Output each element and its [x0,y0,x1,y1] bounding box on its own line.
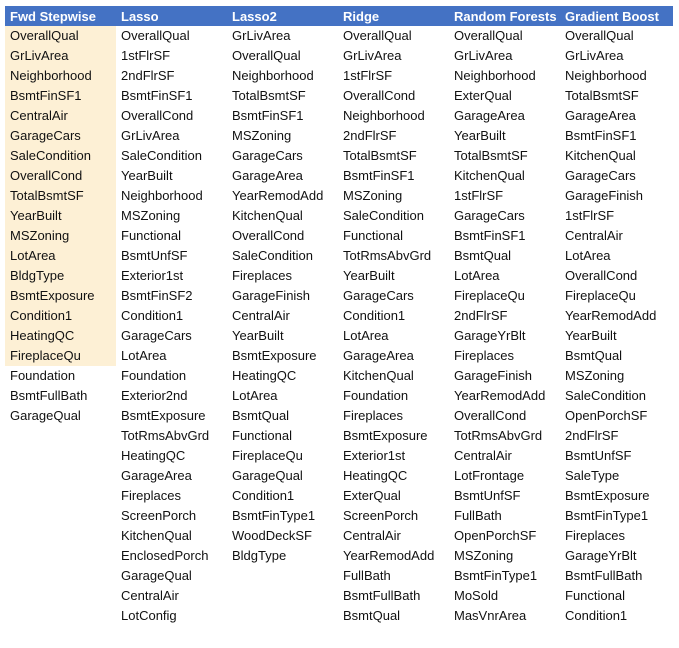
cell-lasso: CentralAir [121,588,179,603]
cell-lasso2 [227,566,338,586]
header-lasso: Lasso [121,8,159,24]
cell-ridge: Foundation [343,388,409,403]
cell-lasso2: GarageCars [232,148,303,163]
cell-fwd-stepwise [5,606,116,626]
cell-lasso: Foundation [121,368,187,383]
cell-lasso2: SaleCondition [232,248,313,263]
cell-ridge: GarageCars [343,288,414,303]
cell-fwd-stepwise [5,426,116,446]
cell-random-forests: TotalBsmtSF [454,148,528,163]
header-fwd-stepwise: Fwd Stepwise [10,8,96,24]
cell-random-forests: KitchenQual [454,168,525,183]
cell-gradient-boost: BsmtFinType1 [565,508,649,523]
cell-ridge: FullBath [343,568,391,583]
cell-random-forests: MoSold [454,588,499,603]
cell-ridge: KitchenQual [343,368,414,383]
cell-lasso: Condition1 [121,308,184,323]
cell-lasso2: MSZoning [232,128,292,143]
cell-random-forests: 2ndFlrSF [454,308,508,323]
cell-lasso2: Neighborhood [232,68,314,83]
cell-ridge: BsmtExposure [343,428,428,443]
cell-lasso2: GarageFinish [232,288,311,303]
table-row [5,326,673,346]
cell-lasso2: BldgType [232,548,287,563]
table-row [5,226,673,246]
cell-ridge: Exterior1st [343,448,406,463]
table-row [5,526,673,546]
cell-ridge: MSZoning [343,188,403,203]
table-row [5,426,673,446]
table-row [5,266,673,286]
cell-ridge: SaleCondition [343,208,424,223]
cell-lasso2: WoodDeckSF [232,528,312,543]
table-row [5,206,673,226]
cell-random-forests: TotRmsAbvGrd [454,428,543,443]
cell-fwd-stepwise: CentralAir [5,106,116,126]
cell-lasso2: Functional [232,428,292,443]
cell-lasso: OverallCond [121,108,194,123]
cell-random-forests: Fireplaces [454,348,514,363]
cell-lasso: ScreenPorch [121,508,197,523]
table-row [5,46,673,66]
cell-gradient-boost: OverallCond [565,268,638,283]
cell-ridge: Condition1 [343,308,406,323]
cell-ridge: LotArea [343,328,389,343]
table-row [5,446,673,466]
table-row [5,346,673,366]
cell-lasso: 2ndFlrSF [121,68,175,83]
cell-ridge: GarageArea [343,348,414,363]
cell-ridge: TotalBsmtSF [343,148,417,163]
cell-fwd-stepwise: Condition1 [5,306,116,326]
cell-lasso: Functional [121,228,181,243]
cell-fwd-stepwise: OverallCond [5,166,116,186]
cell-lasso: BsmtExposure [121,408,206,423]
cell-lasso: BsmtFinSF2 [121,288,193,303]
header-row [5,6,673,26]
cell-fwd-stepwise [5,466,116,486]
cell-gradient-boost: 1stFlrSF [565,208,615,223]
cell-fwd-stepwise: BsmtFullBath [10,388,88,403]
table-row [5,566,673,586]
cell-gradient-boost: GarageFinish [565,188,644,203]
table-row [5,366,673,386]
cell-fwd-stepwise: GarageQual [10,408,81,423]
cell-fwd-stepwise [5,526,116,546]
cell-lasso: TotRmsAbvGrd [121,428,210,443]
cell-lasso2: KitchenQual [232,208,303,223]
cell-lasso2: BsmtQual [232,408,290,423]
cell-ridge: ScreenPorch [343,508,419,523]
cell-gradient-boost: BsmtUnfSF [565,448,632,463]
cell-ridge: 2ndFlrSF [343,128,397,143]
cell-gradient-boost: BsmtQual [565,348,623,363]
cell-random-forests: OverallQual [454,28,523,43]
table-row [5,66,673,86]
cell-ridge: OverallCond [343,88,416,103]
cell-gradient-boost: Neighborhood [565,68,647,83]
cell-lasso2: YearRemodAdd [232,188,324,203]
cell-random-forests: LotFrontage [454,468,525,483]
table-body [5,26,673,626]
cell-lasso2: Fireplaces [232,268,292,283]
cell-lasso: OverallQual [121,28,190,43]
cell-ridge: YearBuilt [343,268,395,283]
cell-gradient-boost: LotArea [565,248,611,263]
feature-importance-table [5,6,673,626]
table-row [5,186,673,206]
cell-fwd-stepwise: MSZoning [5,226,116,246]
cell-fwd-stepwise: GarageCars [5,126,116,146]
header-random-forests: Random Forests [454,8,557,24]
cell-lasso2: BsmtFinType1 [232,508,316,523]
cell-lasso2: FireplaceQu [232,448,303,463]
table-row [5,386,673,406]
cell-fwd-stepwise [5,586,116,606]
cell-lasso2: LotArea [232,388,278,403]
cell-gradient-boost: SaleType [565,468,620,483]
cell-fwd-stepwise [5,506,116,526]
cell-gradient-boost: GarageCars [565,168,636,183]
cell-gradient-boost: 2ndFlrSF [565,428,619,443]
table-row [5,26,673,46]
cell-gradient-boost: Condition1 [565,608,628,623]
cell-fwd-stepwise: BsmtFinSF1 [5,86,116,106]
cell-random-forests: 1stFlrSF [454,188,504,203]
cell-lasso2: OverallQual [232,48,301,63]
cell-gradient-boost: OverallQual [565,28,634,43]
cell-fwd-stepwise [5,566,116,586]
cell-random-forests: FullBath [454,508,502,523]
cell-lasso: Fireplaces [121,488,181,503]
cell-lasso2: HeatingQC [232,368,297,383]
table-row [5,486,673,506]
table-row [5,126,673,146]
header-gradient-boost: Gradient Boost [565,8,659,24]
cell-lasso: GarageCars [121,328,192,343]
cell-random-forests: LotArea [454,268,500,283]
cell-fwd-stepwise: Neighborhood [5,66,116,86]
cell-lasso2: Condition1 [232,488,295,503]
cell-fwd-stepwise [5,446,116,466]
cell-lasso2: YearBuilt [232,328,284,343]
table-row [5,146,673,166]
cell-fwd-stepwise: BldgType [5,266,116,286]
cell-lasso2: TotalBsmtSF [232,88,306,103]
cell-gradient-boost: OpenPorchSF [565,408,648,423]
cell-ridge: Neighborhood [343,108,425,123]
cell-gradient-boost: FireplaceQu [565,288,636,303]
cell-lasso2: GrLivArea [232,28,291,43]
cell-lasso: BsmtUnfSF [121,248,188,263]
cell-random-forests: GrLivArea [454,48,513,63]
cell-lasso2: BsmtFinSF1 [232,108,304,123]
cell-lasso2 [227,586,338,606]
table-row [5,286,673,306]
table-row [5,506,673,526]
table-row [5,166,673,186]
cell-gradient-boost: GrLivArea [565,48,624,63]
cell-random-forests: CentralAir [454,448,512,463]
cell-lasso: Exterior2nd [121,388,188,403]
table-row [5,306,673,326]
cell-gradient-boost: Functional [565,588,625,603]
cell-random-forests: OverallCond [454,408,527,423]
cell-fwd-stepwise: OverallQual [5,26,116,46]
cell-lasso2: GarageArea [232,168,303,183]
cell-lasso: 1stFlrSF [121,48,171,63]
cell-ridge: 1stFlrSF [343,68,393,83]
cell-random-forests: MSZoning [454,548,514,563]
cell-lasso: EnclosedPorch [121,548,209,563]
table-row [5,586,673,606]
cell-gradient-boost: GarageYrBlt [565,548,637,563]
cell-random-forests: GarageYrBlt [454,328,526,343]
cell-gradient-boost: SaleCondition [565,388,646,403]
table-row [5,86,673,106]
cell-fwd-stepwise: Foundation [10,368,76,383]
cell-gradient-boost: Fireplaces [565,528,625,543]
cell-fwd-stepwise: GrLivArea [5,46,116,66]
cell-lasso2: GarageQual [232,468,303,483]
cell-ridge: YearRemodAdd [343,548,435,563]
cell-random-forests: YearRemodAdd [454,388,546,403]
cell-ridge: ExterQual [343,488,401,503]
cell-gradient-boost: KitchenQual [565,148,636,163]
cell-gradient-boost: CentralAir [565,228,623,243]
cell-fwd-stepwise: FireplaceQu [5,346,116,366]
cell-random-forests: ExterQual [454,88,512,103]
cell-lasso: GarageQual [121,568,192,583]
cell-fwd-stepwise: BsmtExposure [5,286,116,306]
cell-random-forests: Neighborhood [454,68,536,83]
cell-lasso: Exterior1st [121,268,184,283]
cell-lasso: GarageArea [121,468,192,483]
cell-gradient-boost: YearBuilt [565,328,617,343]
cell-lasso: Neighborhood [121,188,203,203]
cell-random-forests: GarageCars [454,208,525,223]
cell-ridge: GrLivArea [343,48,402,63]
cell-lasso: SaleCondition [121,148,202,163]
cell-gradient-boost: YearRemodAdd [565,308,657,323]
table-row [5,606,673,626]
table-row [5,466,673,486]
cell-lasso: LotArea [121,348,167,363]
cell-random-forests: GarageArea [454,108,525,123]
cell-fwd-stepwise: YearBuilt [5,206,116,226]
table-row [5,546,673,566]
cell-gradient-boost: BsmtFinSF1 [565,128,637,143]
cell-lasso: HeatingQC [121,448,186,463]
cell-random-forests: BsmtFinType1 [454,568,538,583]
cell-gradient-boost: BsmtFullBath [565,568,643,583]
cell-ridge: CentralAir [343,528,401,543]
cell-random-forests: YearBuilt [454,128,506,143]
cell-lasso2 [227,606,338,626]
table-row [5,106,673,126]
cell-lasso: MSZoning [121,208,181,223]
cell-random-forests: OpenPorchSF [454,528,537,543]
cell-fwd-stepwise: HeatingQC [5,326,116,346]
cell-lasso: YearBuilt [121,168,173,183]
cell-gradient-boost: BsmtExposure [565,488,650,503]
cell-ridge: OverallQual [343,28,412,43]
header-ridge: Ridge [343,8,380,24]
cell-random-forests: BsmtQual [454,248,512,263]
cell-ridge: BsmtFinSF1 [343,168,415,183]
cell-fwd-stepwise [5,486,116,506]
cell-lasso: LotConfig [121,608,177,623]
cell-lasso2: OverallCond [232,228,305,243]
cell-gradient-boost: TotalBsmtSF [565,88,639,103]
cell-lasso2: CentralAir [232,308,290,323]
cell-lasso: GrLivArea [121,128,180,143]
cell-random-forests: BsmtFinSF1 [454,228,526,243]
cell-random-forests: GarageFinish [454,368,533,383]
cell-fwd-stepwise [5,546,116,566]
cell-random-forests: FireplaceQu [454,288,525,303]
cell-ridge: BsmtFullBath [343,588,421,603]
cell-lasso: KitchenQual [121,528,192,543]
cell-ridge: HeatingQC [343,468,408,483]
cell-ridge: BsmtQual [343,608,401,623]
cell-gradient-boost: MSZoning [565,368,625,383]
cell-ridge: TotRmsAbvGrd [343,248,432,263]
cell-fwd-stepwise: TotalBsmtSF [5,186,116,206]
table-row [5,246,673,266]
cell-fwd-stepwise: LotArea [5,246,116,266]
cell-lasso2: BsmtExposure [232,348,317,363]
cell-fwd-stepwise: SaleCondition [5,146,116,166]
cell-ridge: Fireplaces [343,408,403,423]
cell-ridge: Functional [343,228,403,243]
cell-random-forests: BsmtUnfSF [454,488,521,503]
cell-gradient-boost: GarageArea [565,108,636,123]
cell-lasso: BsmtFinSF1 [121,88,193,103]
cell-random-forests: MasVnrArea [454,608,527,623]
header-lasso2: Lasso2 [232,8,277,24]
table-row [5,406,673,426]
